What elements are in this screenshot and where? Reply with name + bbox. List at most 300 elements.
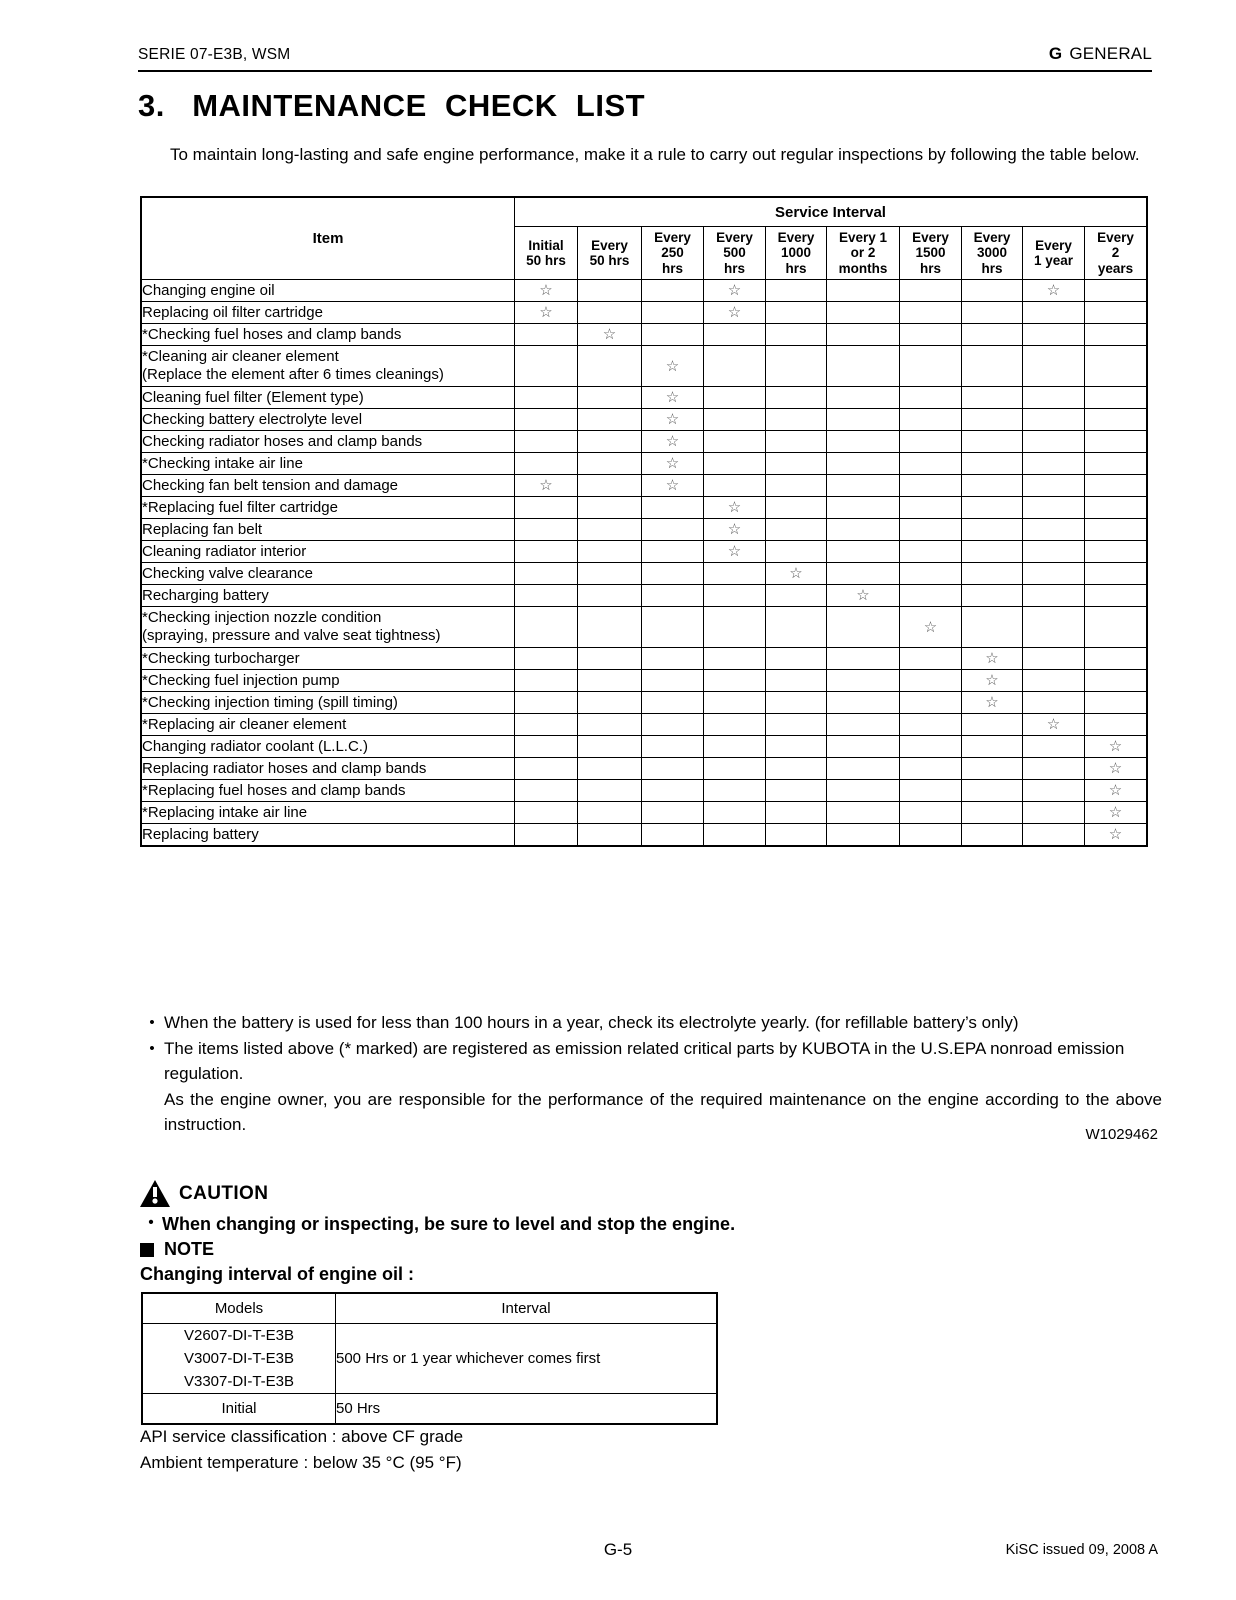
interval-empty-cell: [962, 563, 1023, 585]
star-mark-icon: ☆: [727, 282, 742, 299]
interval-mark-cell: [1085, 736, 1148, 758]
interval-empty-cell: [704, 824, 766, 847]
interval-empty-cell: [900, 387, 962, 409]
interval-empty-cell: [962, 519, 1023, 541]
interval-empty-cell: [1023, 302, 1085, 324]
caution-heading: [140, 1180, 268, 1207]
section-name: GENERAL: [1069, 44, 1152, 63]
interval-empty-cell: [515, 758, 578, 780]
interval-empty-cell: [704, 324, 766, 346]
intro-paragraph: To maintain long-lasting and safe engine performance, make it a rule to carry out regular inspections by following the table below.: [170, 145, 1140, 164]
row-item-label: Replacing fan belt: [141, 519, 515, 541]
interval-empty-cell: [1023, 780, 1085, 802]
interval-empty-cell: [1023, 736, 1085, 758]
interval-empty-cell: [900, 585, 962, 607]
star-mark-icon: ☆: [985, 694, 999, 711]
interval-empty-cell: [766, 409, 827, 431]
interval-empty-cell: [515, 714, 578, 736]
interval-mark-cell: [1023, 714, 1085, 736]
interval-empty-cell: [578, 736, 642, 758]
interval-mark-cell: [1085, 758, 1148, 780]
interval-empty-cell: [515, 802, 578, 824]
interval-empty-cell: [962, 280, 1023, 302]
interval-empty-cell: [766, 453, 827, 475]
interval-empty-cell: [1085, 453, 1148, 475]
row-item-label: *Checking fuel hoses and clamp bands: [141, 324, 515, 346]
column-header-every-3000-hrs: Every 3000 hrs: [962, 227, 1023, 280]
interval-empty-cell: [578, 802, 642, 824]
interval-empty-cell: [962, 453, 1023, 475]
interval-empty-cell: [1023, 387, 1085, 409]
star-mark-icon: ☆: [789, 565, 803, 582]
star-mark-icon: ☆: [1108, 760, 1123, 777]
interval-mark-cell: [827, 585, 900, 607]
interval-empty-cell: [766, 519, 827, 541]
interval-empty-cell: [578, 346, 642, 387]
column-header-item: Item: [141, 197, 515, 280]
interval-empty-cell: [1023, 607, 1085, 648]
interval-empty-cell: [642, 541, 704, 563]
interval-empty-cell: [827, 541, 900, 563]
interval-empty-cell: [704, 758, 766, 780]
column-header-every-500-hrs: Every 500 hrs: [704, 227, 766, 280]
interval-empty-cell: [515, 431, 578, 453]
interval-empty-cell: [827, 497, 900, 519]
interval-empty-cell: [1085, 475, 1148, 497]
interval-empty-cell: [766, 324, 827, 346]
star-mark-icon: ☆: [539, 282, 553, 299]
interval-empty-cell: [578, 648, 642, 670]
interval-empty-cell: [900, 670, 962, 692]
interval-empty-cell: [642, 497, 704, 519]
table-row: [141, 670, 1147, 692]
interval-empty-cell: [704, 431, 766, 453]
interval-empty-cell: [578, 780, 642, 802]
star-mark-icon: ☆: [539, 477, 553, 494]
interval-empty-cell: [642, 324, 704, 346]
star-mark-icon: ☆: [727, 304, 742, 321]
interval-empty-cell: [766, 541, 827, 563]
interval-empty-cell: [900, 758, 962, 780]
interval-empty-cell: [962, 302, 1023, 324]
interval-empty-cell: [766, 648, 827, 670]
interval-empty-cell: [1023, 409, 1085, 431]
row-item-label: Changing engine oil: [141, 280, 515, 302]
interval-empty-cell: [642, 758, 704, 780]
oil-table-header-row: [142, 1293, 717, 1324]
interval-empty-cell: [704, 453, 766, 475]
interval-empty-cell: [578, 302, 642, 324]
interval-empty-cell: [766, 714, 827, 736]
interval-empty-cell: [1023, 346, 1085, 387]
interval-empty-cell: [704, 714, 766, 736]
interval-empty-cell: [900, 497, 962, 519]
interval-empty-cell: [704, 736, 766, 758]
interval-empty-cell: [704, 475, 766, 497]
interval-empty-cell: [827, 607, 900, 648]
column-header-service-interval: Service Interval: [515, 197, 1148, 227]
interval-empty-cell: [1085, 497, 1148, 519]
row-item-label: Checking battery electrolyte level: [141, 409, 515, 431]
bullet-icon: •: [148, 1214, 154, 1231]
star-mark-icon: ☆: [1108, 804, 1123, 821]
interval-empty-cell: [1085, 409, 1148, 431]
table-row: [141, 453, 1147, 475]
star-mark-icon: ☆: [727, 499, 742, 516]
interval-empty-cell: [704, 692, 766, 714]
interval-empty-cell: [766, 824, 827, 847]
interval-empty-cell: [642, 692, 704, 714]
interval-empty-cell: [704, 346, 766, 387]
interval-empty-cell: [515, 346, 578, 387]
interval-mark-cell: [642, 387, 704, 409]
interval-empty-cell: [578, 714, 642, 736]
interval-empty-cell: [1085, 692, 1148, 714]
interval-empty-cell: [578, 670, 642, 692]
interval-mark-cell: [1085, 780, 1148, 802]
interval-empty-cell: [515, 648, 578, 670]
interval-empty-cell: [515, 780, 578, 802]
interval-empty-cell: [827, 648, 900, 670]
interval-empty-cell: [578, 519, 642, 541]
interval-empty-cell: [766, 302, 827, 324]
interval-mark-cell: [515, 280, 578, 302]
interval-empty-cell: [1023, 475, 1085, 497]
interval-empty-cell: [900, 824, 962, 847]
interval-empty-cell: [827, 802, 900, 824]
table-row: [141, 585, 1147, 607]
interval-empty-cell: [766, 780, 827, 802]
filled-square-icon: [140, 1243, 154, 1257]
column-header-every-250-hrs: Every 250 hrs: [642, 227, 704, 280]
interval-empty-cell: [900, 453, 962, 475]
interval-empty-cell: [766, 736, 827, 758]
interval-mark-cell: [642, 409, 704, 431]
row-item-label: Checking radiator hoses and clamp bands: [141, 431, 515, 453]
interval-empty-cell: [642, 280, 704, 302]
table-row: [141, 758, 1147, 780]
interval-empty-cell: [1085, 670, 1148, 692]
star-mark-icon: ☆: [665, 433, 680, 450]
star-mark-icon: ☆: [665, 455, 680, 472]
interval-mark-cell: [900, 607, 962, 648]
oil-interval-table: [141, 1292, 718, 1425]
star-mark-icon: ☆: [727, 521, 742, 538]
interval-empty-cell: [1085, 607, 1148, 648]
interval-empty-cell: [515, 324, 578, 346]
interval-mark-cell: [766, 563, 827, 585]
column-header-every-1500-hrs: Every 1500 hrs: [900, 227, 962, 280]
interval-empty-cell: [515, 692, 578, 714]
bullet-icon: •: [149, 1014, 155, 1031]
interval-empty-cell: [1085, 280, 1148, 302]
column-header-every-1000-hrs: Every 1000 hrs: [766, 227, 827, 280]
star-mark-icon: ☆: [727, 543, 742, 560]
star-mark-icon: ☆: [985, 672, 999, 689]
interval-empty-cell: [515, 607, 578, 648]
api-service-classification: API service classification : above CF grade: [140, 1427, 464, 1446]
interval-empty-cell: [1023, 692, 1085, 714]
interval-mark-cell: [704, 497, 766, 519]
interval-empty-cell: [1085, 585, 1148, 607]
interval-empty-cell: [642, 585, 704, 607]
table-row: [141, 519, 1147, 541]
column-header-every-1-or-2-months: Every 1 or 2 months: [827, 227, 900, 280]
interval-empty-cell: [962, 387, 1023, 409]
interval-empty-cell: [900, 780, 962, 802]
table-body: [141, 280, 1147, 847]
oil-models-cell: V2607-DI-T-E3B V3007-DI-T-E3B V3307-DI-T-E3B: [142, 1324, 336, 1394]
interval-empty-cell: [962, 324, 1023, 346]
row-item-label: *Checking fuel injection pump: [141, 670, 515, 692]
interval-empty-cell: [578, 541, 642, 563]
star-mark-icon: ☆: [1046, 716, 1061, 733]
star-mark-icon: ☆: [665, 389, 680, 406]
row-item-label: Replacing battery: [141, 824, 515, 847]
interval-empty-cell: [766, 802, 827, 824]
interval-empty-cell: [642, 714, 704, 736]
row-item-label: *Checking injection nozzle condition (spraying, pressure and valve seat tightness): [141, 607, 515, 648]
interval-empty-cell: [642, 563, 704, 585]
interval-empty-cell: [962, 758, 1023, 780]
interval-empty-cell: [578, 409, 642, 431]
interval-empty-cell: [827, 346, 900, 387]
interval-empty-cell: [1085, 431, 1148, 453]
interval-empty-cell: [642, 736, 704, 758]
star-mark-icon: ☆: [985, 650, 999, 667]
interval-empty-cell: [827, 758, 900, 780]
interval-empty-cell: [900, 541, 962, 563]
star-mark-icon: ☆: [1108, 826, 1123, 843]
oil-table-row: [142, 1324, 717, 1394]
interval-mark-cell: [962, 670, 1023, 692]
interval-empty-cell: [704, 387, 766, 409]
caution-note: [140, 1214, 735, 1235]
interval-empty-cell: [962, 409, 1023, 431]
interval-empty-cell: [1023, 585, 1085, 607]
row-item-label: *Replacing fuel filter cartridge: [141, 497, 515, 519]
star-mark-icon: ☆: [665, 477, 680, 494]
interval-empty-cell: [704, 563, 766, 585]
table-row: [141, 648, 1147, 670]
interval-empty-cell: [515, 541, 578, 563]
table-row: [141, 409, 1147, 431]
row-item-label: *Checking injection timing (spill timing): [141, 692, 515, 714]
interval-empty-cell: [515, 824, 578, 847]
interval-empty-cell: [900, 280, 962, 302]
interval-empty-cell: [1085, 324, 1148, 346]
table-row: [141, 780, 1147, 802]
interval-mark-cell: [1085, 802, 1148, 824]
interval-empty-cell: [704, 409, 766, 431]
column-header-every-2-years: Every 2 years: [1085, 227, 1148, 280]
interval-empty-cell: [827, 714, 900, 736]
interval-empty-cell: [766, 585, 827, 607]
interval-empty-cell: [827, 453, 900, 475]
interval-empty-cell: [515, 563, 578, 585]
row-item-label: *Replacing air cleaner element: [141, 714, 515, 736]
star-mark-icon: ☆: [1108, 738, 1123, 755]
interval-empty-cell: [704, 670, 766, 692]
row-item-label: Replacing radiator hoses and clamp bands: [141, 758, 515, 780]
interval-empty-cell: [827, 519, 900, 541]
interval-empty-cell: [1023, 670, 1085, 692]
interval-empty-cell: [827, 324, 900, 346]
star-mark-icon: ☆: [539, 304, 553, 321]
interval-empty-cell: [827, 824, 900, 847]
note-item: [140, 1010, 1162, 1036]
interval-empty-cell: [578, 563, 642, 585]
bullet-icon: •: [149, 1039, 155, 1057]
interval-empty-cell: [766, 607, 827, 648]
interval-empty-cell: [642, 802, 704, 824]
star-mark-icon: ☆: [665, 411, 680, 428]
interval-empty-cell: [1085, 346, 1148, 387]
table-row: [141, 324, 1147, 346]
interval-empty-cell: [962, 607, 1023, 648]
interval-empty-cell: [962, 346, 1023, 387]
row-item-label: Checking valve clearance: [141, 563, 515, 585]
table-header-row-1: [141, 197, 1147, 227]
caution-label: CAUTION: [179, 1182, 269, 1204]
interval-mark-cell: [642, 475, 704, 497]
interval-empty-cell: [515, 409, 578, 431]
interval-empty-cell: [515, 519, 578, 541]
note-subtitle: Changing interval of engine oil :: [140, 1264, 415, 1284]
interval-empty-cell: [827, 736, 900, 758]
interval-mark-cell: [704, 302, 766, 324]
interval-empty-cell: [704, 585, 766, 607]
interval-empty-cell: [900, 802, 962, 824]
interval-empty-cell: [578, 758, 642, 780]
interval-mark-cell: [642, 431, 704, 453]
interval-mark-cell: [962, 648, 1023, 670]
row-item-label: *Cleaning air cleaner element (Replace the element after 6 times cleanings): [141, 346, 515, 387]
interval-empty-cell: [1085, 519, 1148, 541]
interval-empty-cell: [1023, 824, 1085, 847]
note-continuation: As the engine owner, you are responsible for the performance of the required maintenance on the engine according to the above instruction.: [164, 1089, 1162, 1134]
row-item-label: Changing radiator coolant (L.L.C.): [141, 736, 515, 758]
running-head: [138, 44, 1152, 64]
interval-empty-cell: [1023, 648, 1085, 670]
table-row: [141, 824, 1147, 847]
interval-empty-cell: [515, 585, 578, 607]
table-row: [141, 497, 1147, 519]
interval-empty-cell: [1023, 758, 1085, 780]
column-header-initial-50-hrs: Initial 50 hrs: [515, 227, 578, 280]
table-row: [141, 802, 1147, 824]
interval-mark-cell: [704, 280, 766, 302]
interval-empty-cell: [578, 431, 642, 453]
interval-empty-cell: [642, 824, 704, 847]
row-item-label: *Checking intake air line: [141, 453, 515, 475]
interval-empty-cell: [766, 670, 827, 692]
interval-empty-cell: [766, 692, 827, 714]
interval-empty-cell: [578, 824, 642, 847]
interval-empty-cell: [578, 475, 642, 497]
caution-text: When changing or inspecting, be sure to level and stop the engine.: [162, 1214, 736, 1234]
interval-empty-cell: [642, 670, 704, 692]
interval-empty-cell: [827, 280, 900, 302]
interval-empty-cell: [515, 387, 578, 409]
interval-empty-cell: [827, 409, 900, 431]
table-row: [141, 736, 1147, 758]
interval-empty-cell: [766, 475, 827, 497]
interval-mark-cell: [515, 302, 578, 324]
interval-empty-cell: [900, 324, 962, 346]
interval-empty-cell: [900, 431, 962, 453]
column-header-every-50-hrs: Every 50 hrs: [578, 227, 642, 280]
interval-empty-cell: [766, 346, 827, 387]
interval-empty-cell: [962, 585, 1023, 607]
column-header-every-1-year: Every 1 year: [1023, 227, 1085, 280]
interval-empty-cell: [642, 607, 704, 648]
interval-empty-cell: [962, 431, 1023, 453]
interval-empty-cell: [900, 346, 962, 387]
note-label: NOTE: [164, 1239, 215, 1259]
interval-empty-cell: [515, 453, 578, 475]
table-row: [141, 280, 1147, 302]
interval-empty-cell: [642, 648, 704, 670]
interval-empty-cell: [642, 780, 704, 802]
interval-mark-cell: [515, 475, 578, 497]
table-row: [141, 607, 1147, 648]
interval-empty-cell: [1023, 497, 1085, 519]
page-title: 3. MAINTENANCE CHECK LIST: [138, 88, 646, 123]
document-code: W1029462: [1085, 1126, 1158, 1143]
interval-empty-cell: [827, 387, 900, 409]
row-item-label: *Checking turbocharger: [141, 648, 515, 670]
oil-interval-cell: 50 Hrs: [336, 1394, 718, 1425]
interval-empty-cell: [827, 475, 900, 497]
star-mark-icon: ☆: [602, 326, 617, 343]
page-number: G-5: [603, 1540, 633, 1559]
table-row: [141, 563, 1147, 585]
notes-list: [140, 1010, 1162, 1138]
interval-empty-cell: [1085, 302, 1148, 324]
interval-empty-cell: [1023, 541, 1085, 563]
interval-empty-cell: [900, 409, 962, 431]
interval-empty-cell: [578, 387, 642, 409]
note-text: When the battery is used for less than 100 hours in a year, check its electrolyte yearly. (for refillable battery’s only): [164, 1013, 1019, 1032]
table-row: [141, 302, 1147, 324]
interval-mark-cell: [1085, 824, 1148, 847]
interval-empty-cell: [900, 736, 962, 758]
interval-empty-cell: [704, 802, 766, 824]
interval-empty-cell: [962, 475, 1023, 497]
running-head-right: [1049, 44, 1152, 64]
interval-empty-cell: [1023, 324, 1085, 346]
interval-empty-cell: [962, 780, 1023, 802]
table-row: [141, 692, 1147, 714]
star-mark-icon: ☆: [1046, 282, 1061, 299]
oil-models-cell: Initial: [142, 1394, 336, 1425]
oil-interval-cell: 500 Hrs or 1 year whichever comes first: [336, 1324, 718, 1394]
interval-empty-cell: [578, 497, 642, 519]
interval-empty-cell: [900, 563, 962, 585]
interval-empty-cell: [827, 302, 900, 324]
interval-empty-cell: [766, 280, 827, 302]
interval-empty-cell: [515, 736, 578, 758]
table-row: [141, 541, 1147, 563]
interval-empty-cell: [1023, 519, 1085, 541]
interval-empty-cell: [1023, 431, 1085, 453]
running-head-left: SERIE 07-E3B, WSM: [138, 46, 291, 63]
table-head: [141, 197, 1147, 280]
interval-empty-cell: [515, 497, 578, 519]
ambient-temperature: Ambient temperature : below 35 °C (95 °F): [140, 1453, 462, 1472]
interval-empty-cell: [900, 714, 962, 736]
